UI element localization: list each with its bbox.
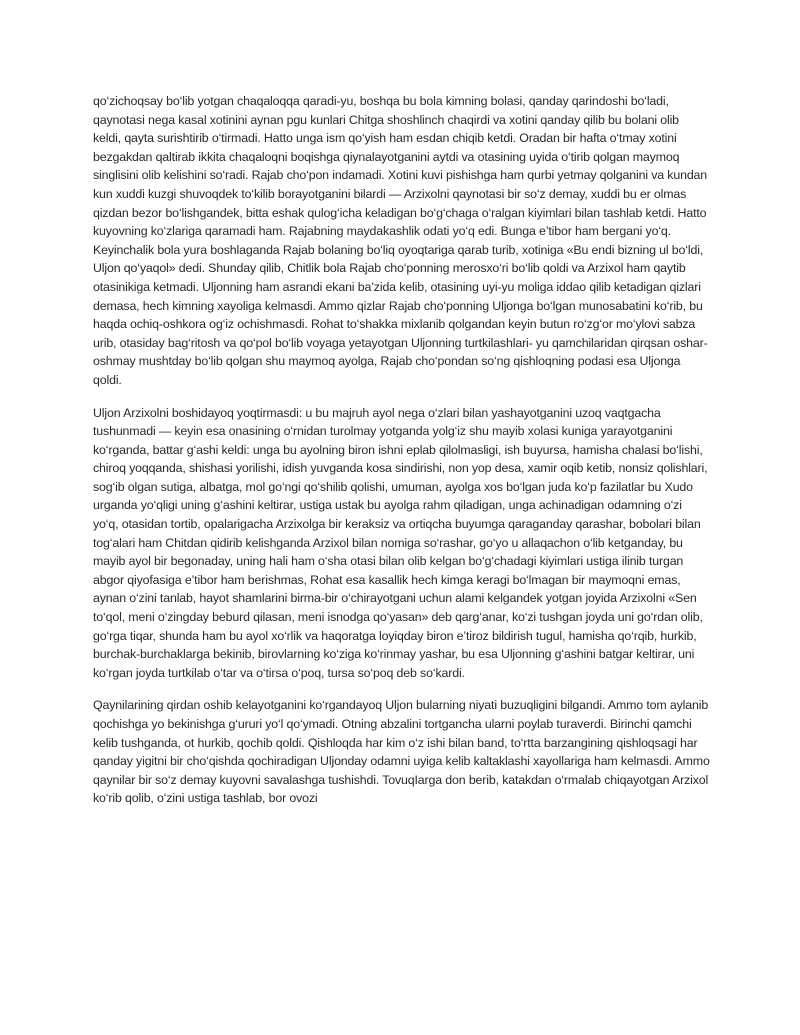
document-body [93,92,710,822]
paragraph-3: Qaynilarining qirdan oshib kelayotganini ko‘rgandayoq Uljon bularning niyati buzuqligini bilgandi. Ammo tom aylanib qochishga yo bekinishga g‘ururi yo‘l qo‘ymadi. Otning abzalini tortgancha ularni poylab turaverdi. Birinchi qamchi kelib tushganda, ot hurkib, qochib qoldi. Qishloqda har kim o‘z ishi bilan band, to‘rtta barzangining qishloqsagi har qanday yigitni bir cho‘qishda qochiradigan Uljonday odamni uyiga kelib kaltaklashi xayollariga ham kelmasdi. Ammo qaynilar bir so‘z demay kuyovni savalashga tushishdi. TovuqIarga don berib, katakdan o‘rmalab chiqayotgan Arzixol ko‘rib qolib, o‘zini ustiga tashlab, bor ovozi [93,698,710,806]
paragraph-1: qo‘zichoqsay bo‘lib yotgan chaqaloqqa qaradi-yu, boshqa bu bola kimning bolasi, qanday qarindoshi bo‘ladi, qaynotasi nega kasal xotinini aynan pgu kunlari Chitga shoshlinch chaqirdi va xotini qanday qilib bu bolani olib keldi, qayta surishtirib o‘tirmadi. Hatto unga ism qo‘yish ham esdan chiqib ketdi. Oradan bir hafta o‘tmay xotini bezgakdan qaltirab ikkita chaqaloqni boqishga qiynalayotganini aytdi va otasining uyida o‘tirib qolgan maymoq singlisini olib kelishini so‘radi. Rajab cho‘pon indamadi. Xotini kuvi pishishga ham qurbi yetmay qolganini va kundan kun xuddi kuzgi shuvoqdek to‘kilib borayotganini bilardi — Arzixolni qaynotasi bir so‘z demay, xuddi bu er olmas qizdan bezor bo‘lishgandek, bitta eshak qulog‘icha keladigan bo‘g‘chaga o‘ralgan kiyimlari bilan tashlab ketdi. Hatto kuyovning ko‘zlariga qaramadi ham. Rajabning maydakashlik odati yo‘q edi. Bunga e’tibor ham bergani yo‘q. Keyinchalik bola yura boshlaganda Rajab bolaning bo‘liq oyoqtariga qarab turib, xotiniga «Bu endi bizning ul bo‘ldi, Uljon qo‘yaqol» dedi. Shunday qilib, Chitlik bola Rajab cho‘ponning merosxo‘ri bo‘lib qoldi va Arzixol ham qaytib otasinikiga ketmadi. Uljonning ham asrandi ekani ba’zida kelib, otasining uyi-yu moliga iddao qilib ketadigan qizlari demasa, hech kimning xayoliga kelmasdi. Ammo qizlar Rajab cho‘ponning Uljonga bo‘lgan munosabatini ko‘rib, bu haqda ochiq-oshkora og‘iz ochishmasdi. Rohat to‘shakka mixlanib qolgandan keyin butun ro‘zg‘or mo‘ylovi sabza urib, otasiday bag‘ritosh va qo‘pol bo‘lib voyaga yetayotgan Uljonning turtkilashlari- yu qamchilaridan qirqsan oshar-oshmay mushtday bo‘lib qolgan shu maymoq ayolga, Rajab cho‘pondan so‘ng qishloqning podasi esa Uljonga qoldi. [93,94,708,387]
paragraph-2: Uljon Arzixolni boshidayoq yoqtirmasdi: u bu majruh ayol nega o‘zlari bilan yashayotganini uzoq vaqtgacha tushunmadi — keyin esa onasining o‘rnidan turolmay yotganda yolg‘iz shu mayib xolasi kuniga yarayotganini ko‘rganda, battar g‘ashi keldi: unga bu ayolning biron ishni eplab qilolmasligi, ish buyursa, hamisha chalasi bo‘lishi, chiroq yoqqanda, shishasi yorilishi, idish yuvganda kosa sindirishi, non yop desa, xamir oqib ketib, nonsiz qolishlari, sog‘ib olgan sutiga, albatga, mol go‘ngi qo‘shilib qolishi, umuman, ayolga xos bo‘lgan juda ko‘p fazilatlar bu Xudo urganda yo‘qligi uning g‘ashini keltirar, ustiga ustak bu ayolga rahm qiladigan, unga achinadigan odamning o‘zi yo‘q, otasidan tortib, opalarigacha Arzixolga bir keraksiz va ortiqcha buyumga qaraganday qarashar, bobolari bilan tog‘alari ham Chitdan qidirib kelishganda Arzixol bilan nomiga so‘rashar, go‘yo u allaqachon o‘lib ketganday, bu mayib ayol bir begonaday, uning hali ham o‘sha otasi bilan olib kelgan bo‘g‘chadagi kiyimlari ustiga ilinib turgan abgor qiyofasiga e’tibor ham berishmas, Rohat esa kasallik hech kimga keragi bo‘lmagan bir maymoqni emas, aynan o‘zini tanlab, hayot shamlarini birma-bir o‘chirayotgani uchun alami kelgandek yotgan joyida Arzixolni «Sen to‘qol, meni o‘zingday beburd qilasan, meni isnodga qo‘yasan» deb qarg‘anar, ko‘zi tushgan joyda uni go‘rdan olib, go‘rga tiqar, shunda ham bu ayol xo‘rlik va haqoratga loyiqday biron e’tiroz bildirish tugul, hamisha qo‘rqib, hurkib, burchak-burchaklarga bekinib, birovlarning ko‘ziga ko‘rinmay yashar, bu esa Uljonning g‘ashini batgar keltirar, uni ko‘rgan joyda turtkilab o‘tar va o‘tirsa o‘poq, tursa so‘poq deb so‘kardi. [93,405,708,680]
